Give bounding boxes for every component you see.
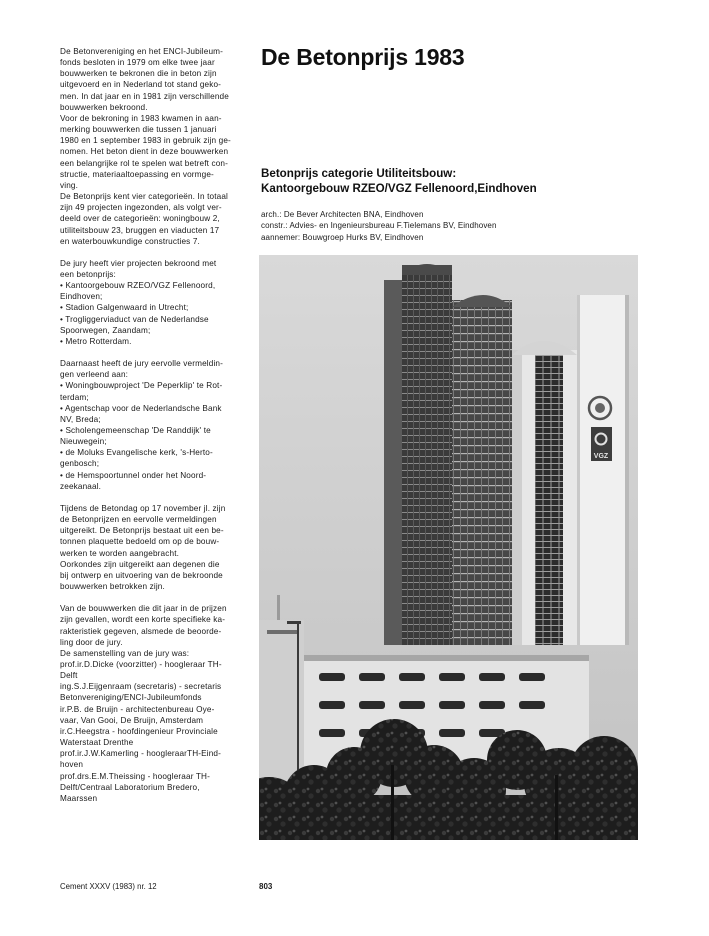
text-line: fonds besloten in 1979 om elke twee jaar <box>60 58 215 68</box>
paragraph <box>60 503 246 592</box>
text-line: genbosch; <box>60 459 100 469</box>
text-line: • Woningbouwproject 'De Peperklip' te Rot- <box>60 381 223 391</box>
text-line: uitgevoerd en in Nederland tot stand geko- <box>60 80 222 90</box>
text-line: vaar, Van Gooi, De Bruijn, Amsterdam <box>60 715 204 725</box>
paragraph <box>60 603 246 804</box>
text-line: ir.C.Heegstra - hoofdingenieur Provinciale <box>60 726 218 736</box>
text-line: De samenstelling van de jury was: <box>60 648 190 658</box>
text-line: • Trogliggerviaduct van de Nederlandse <box>60 314 209 324</box>
text-line: deeld over de categorieën: woningbouw 2, <box>60 214 220 224</box>
text-line: Oorkondes zijn uitgereikt aan degenen die <box>60 559 220 569</box>
paragraph <box>60 358 246 492</box>
text-line: utiliteitsbouw 23, bruggen en viaducten 17 <box>60 225 220 235</box>
intro-text-column <box>60 46 246 815</box>
text-line: Voor de bekroning in 1983 kwamen in aan- <box>60 113 222 123</box>
text-line: Spoorwegen, Zaandam; <box>60 325 151 335</box>
text-line: prof.ir.D.Dicke (voorzitter) - hoogleraar TH- <box>60 659 222 669</box>
text-line: een betonprijs: <box>60 269 116 279</box>
text-line: zeekanaal. <box>60 481 102 491</box>
text-line: ir.P.B. de Bruijn - architectenbureau Oye- <box>60 704 215 714</box>
text-line: De Betonvereniging en het ENCI-Jubileum- <box>60 47 224 56</box>
text-line: de Betonprijzen en eervolle vermeldingen <box>60 515 217 525</box>
building-sign-text: VGZ <box>593 453 609 460</box>
subtitle-line: Betonprijs categorie Utiliteitsbouw: <box>261 167 457 180</box>
text-line: rakteristiek gegeven, alsmede de beoorde- <box>60 626 222 636</box>
text-line: • Scholengemeenschap 'De Randdijk' te <box>60 426 211 435</box>
text-line: structie, materiaaltoepassing en vormge- <box>60 169 214 179</box>
credit-contractor: aannemer: Bouwgroep Hurks BV, Eindhoven <box>261 232 424 242</box>
text-line: prof.drs.E.M.Theissing - hoogleraar TH- <box>60 771 210 781</box>
text-line: Waterstaat Drenthe <box>60 738 134 748</box>
text-line: nomen. Het beton dient in deze bouwwerken <box>60 147 229 157</box>
text-line: terdam; <box>60 392 89 402</box>
text-line: • Kantoorgebouw RZEO/VGZ Fellenoord, <box>60 281 216 291</box>
text-line: zijn 49 projecten ingezonden, als volgt ver- <box>60 203 222 213</box>
text-line: ing.S.J.Eijgenraam (secretaris) - secretaris <box>60 682 222 692</box>
text-line: men. In dat jaar en in 1981 zijn verschillende <box>60 91 229 101</box>
paragraph <box>60 46 246 247</box>
text-line: • de Moluks Evangelische kerk, 's-Herto- <box>60 448 213 458</box>
credit-constructor: constr.: Advies- en Ingenieursbureau F.Tielemans BV, Eindhoven <box>261 221 497 231</box>
text-line: Nieuwegein; <box>60 437 107 447</box>
text-line: • Stadion Galgenwaard in Utrecht; <box>60 303 189 313</box>
text-line: merking bouwwerken die tussen 1 januari <box>60 125 217 135</box>
text-line: Eindhoven; <box>60 292 103 302</box>
text-line: ling door de jury. <box>60 637 123 647</box>
project-credits <box>261 209 497 243</box>
article-subtitle <box>261 166 537 196</box>
text-line: Maarssen <box>60 793 98 803</box>
text-line: bouwwerken te bekronen die in beton zijn <box>60 69 217 79</box>
text-line: Van de bouwwerken die dit jaar in de prijzen <box>60 604 227 614</box>
text-line: Daarnaast heeft de jury eervolle vermeldin- <box>60 359 223 369</box>
text-line: Delft/Centraal Laboratorium Bredero, <box>60 782 200 792</box>
text-line: bouwwerken betrokken zijn. <box>60 582 165 592</box>
paragraph <box>60 258 246 347</box>
text-line: Betonvereniging/ENCI-Jubileumfonds <box>60 693 202 703</box>
page-number: 803 <box>259 882 273 891</box>
text-line: • Agentschap voor de Nederlandsche Bank <box>60 403 222 413</box>
text-line: Tijdens de Betondag op 17 november jl. zijn <box>60 503 226 513</box>
article-title: De Betonprijs 1983 <box>261 44 465 70</box>
credit-architect: arch.: De Bever Architecten BNA, Eindhoven <box>261 210 424 219</box>
text-line: zijn gevallen, wordt een korte specifieke ka- <box>60 615 226 625</box>
text-line: De Betonprijs kent vier categorieën. In totaal <box>60 192 229 202</box>
text-line: NV, Breda; <box>60 414 101 424</box>
journal-reference: Cement XXXV (1983) nr. 12 <box>60 882 157 891</box>
text-line: hoven <box>60 760 84 770</box>
text-line: werken te worden aangebracht. <box>60 548 180 558</box>
text-line: een belangrijke rol te spelen wat betreft con- <box>60 158 229 168</box>
text-line: bij ontwerp en uitvoering van de bekroonde <box>60 570 223 580</box>
text-line: en waterbouwkundige constructies 7. <box>60 236 200 246</box>
text-line: • de Hemspoortunnel onder het Noord- <box>60 470 207 480</box>
text-line: Delft <box>60 671 78 681</box>
text-line: bouwwerken bekroond. <box>60 102 148 112</box>
text-line: gen verleend aan: <box>60 370 129 380</box>
text-line: • Metro Rotterdam. <box>60 336 132 346</box>
building-photo <box>259 255 638 840</box>
text-line: uitgereikt. De Betonprijs bestaat uit een be- <box>60 526 224 536</box>
text-line: De jury heeft vier projecten bekroond met <box>60 258 217 268</box>
subtitle-line: Kantoorgebouw RZEO/VGZ Fellenoord,Eindhoven <box>261 182 537 195</box>
text-line: tonnen plaquette bedoeld om op de bouw- <box>60 537 220 547</box>
text-line: 1980 en 1 september 1983 in gebruik zijn ge- <box>60 136 231 146</box>
text-line: prof.ir.J.W.Kamerling - hoogleraarTH-Eind- <box>60 749 222 759</box>
text-line: ving. <box>60 180 79 190</box>
